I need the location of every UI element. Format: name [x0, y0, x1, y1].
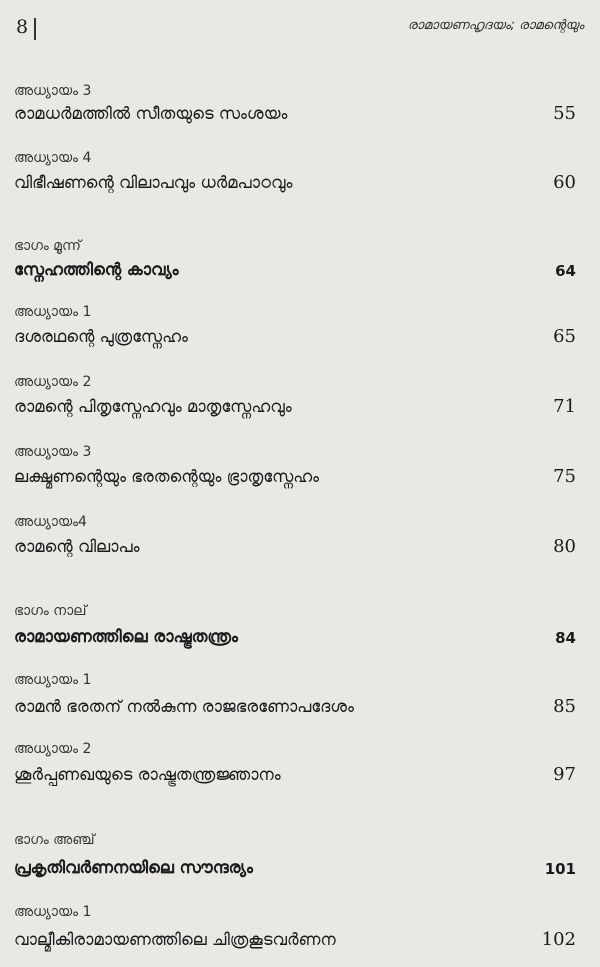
page-ref: 85: [553, 696, 576, 717]
header-divider: [34, 18, 36, 40]
part-label: ഭാഗം നാല്: [14, 603, 87, 619]
page-ref: 64: [555, 262, 576, 280]
page-ref: 80: [553, 536, 576, 557]
entry-title: രാമന്റെ പിതൃസ്നേഹവും മാതൃസ്നേഹവും: [14, 397, 292, 416]
toc-entry: [14, 467, 576, 487]
entry-title: പ്രകൃതിവർണനയിലെ സൗന്ദര്യം: [14, 858, 253, 877]
toc-entry: [14, 173, 576, 193]
entry-title: വാല്മീകിരാമായണത്തിലെ ചിത്രകൂടവർണന: [14, 930, 336, 949]
entry-title: സ്നേഹത്തിന്റെ കാവ്യം: [14, 260, 179, 279]
chapter-label: അധ്യായം 4: [14, 150, 92, 166]
entry-title: ശൂർപ്പണഖയുടെ രാഷ്ട്രതന്ത്രജ്ഞാനം: [14, 765, 281, 784]
toc-entry: [14, 627, 576, 647]
toc-entry: [14, 858, 576, 878]
toc-entry: [14, 327, 576, 347]
entry-title: രാമധർമത്തിൽ സീതയുടെ സംശയം: [14, 104, 288, 123]
chapter-label: അധ്യായം 1: [14, 672, 92, 688]
toc-entry: [14, 104, 576, 124]
page-number: 8: [16, 16, 29, 38]
page-ref: 101: [544, 860, 576, 878]
toc-entry: [14, 930, 576, 950]
entry-title: രാമായണത്തിലെ രാഷ്ട്രതന്ത്രം: [14, 627, 238, 646]
part-label: ഭാഗം അഞ്ച്: [14, 832, 95, 848]
page-ref: 65: [553, 326, 576, 347]
chapter-label: അധ്യായം 3: [14, 83, 92, 99]
toc-entry: [14, 397, 576, 417]
page-ref: 102: [541, 929, 576, 950]
entry-title: രാമൻ ഭരതന് നൽകുന്ന രാജഭരണോപദേശം: [14, 697, 354, 716]
toc-entry: [14, 260, 576, 280]
page-ref: 60: [553, 172, 576, 193]
chapter-label: അധ്യായം 1: [14, 904, 92, 920]
toc-entry: [14, 697, 576, 717]
page-ref: 75: [553, 466, 576, 487]
page-ref: 71: [553, 396, 576, 417]
chapter-label: അധ്യായം 2: [14, 741, 92, 757]
page-ref: 97: [553, 764, 576, 785]
entry-title: രാമന്റെ വിലാപം: [14, 537, 140, 556]
page-ref: 84: [555, 629, 576, 647]
page-header: [0, 12, 600, 42]
chapter-label: അധ്യായം 3: [14, 444, 92, 460]
entry-title: വിഭീഷണന്റെ വിലാപവും ധർമപാഠവും: [14, 173, 293, 192]
chapter-label: അധ്യായം4: [14, 514, 87, 530]
part-label: ഭാഗം മൂന്ന്: [14, 238, 81, 254]
toc-entry: [14, 537, 576, 557]
chapter-label: അധ്യായം 2: [14, 374, 92, 390]
entry-title: ലക്ഷ്മണന്റെയും ഭരതന്റെയും ഭ്രാതൃസ്നേഹം: [14, 467, 320, 486]
entry-title: ദശരഥന്റെ പുത്രസ്നേഹം: [14, 327, 188, 346]
running-title: രാമായണഹൃദയം; രാമന്റെയും: [407, 18, 584, 33]
toc-entry: [14, 765, 576, 785]
chapter-label: അധ്യായം 1: [14, 304, 92, 320]
page-ref: 55: [553, 103, 576, 124]
